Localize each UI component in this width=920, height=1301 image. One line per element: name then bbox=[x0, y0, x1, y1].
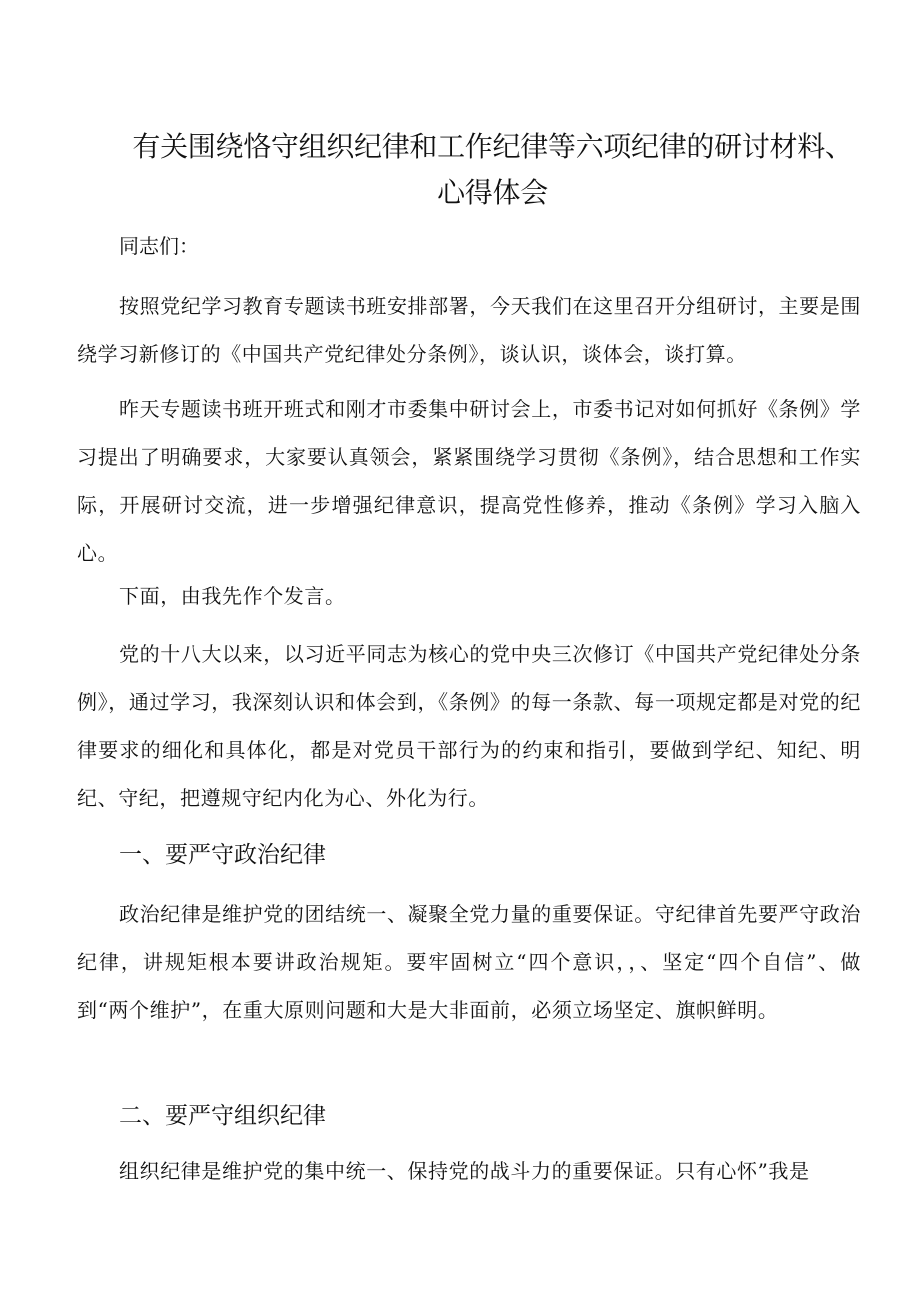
section-heading-organizational-discipline: 二、要严守组织纪律 bbox=[119, 1103, 326, 1129]
paragraph-requirements: 昨天专题读书班开班式和刚才市委集中研讨会上，市委书记对如何抓好《条例》学习提出了明确要求，大家要认真领会，紧紧围绕学习贯彻《条例》，结合思想和工作实际，开展研讨交流，进一步增强纪律意识，提高党性修养，推动《条例》学习入脑入心。 bbox=[77, 397, 861, 565]
section-body-organizational-discipline: 组织纪律是维护党的集中统一、保持党的战斗力的重要保证。只有心怀”我是 bbox=[119, 1159, 810, 1183]
paragraph-background: 党的十八大以来，以习近平同志为核心的党中央三次修订《中国共产党纪律处分条例》，通过学习，我深刻认识和体会到，《条例》的每一条款、每一项规定都是对党的纪律要求的细化和具体化，都是对党员干部行为的约束和指引，要做到学纪、知纪、明纪、守纪，把遵规守纪内化为心、外化为行。 bbox=[77, 642, 861, 810]
paragraph-intro: 按照党纪学习教育专题读书班安排部署，今天我们在这里召开分组研讨，主要是围绕学习新修订的《中国共产党纪律处分条例》，谈认识，谈体会，谈打算。 bbox=[77, 294, 861, 366]
document-title: 有关围绕恪守组织纪律和工作纪律等六项纪律的研讨材料、心得体会 bbox=[132, 130, 853, 209]
salutation: 同志们： bbox=[119, 234, 199, 258]
section-body-political-discipline: 政治纪律是维护党的团结统一、凝聚全党力量的重要保证。守纪律首先要严守政治纪律，讲规矩根本要讲政治规矩。要牢固树立“四个意识，，、坚定“四个自信”、做到“两个维护”，在重大原则问题和大是大非面前，必须立场坚定、旗帜鲜明。 bbox=[77, 902, 861, 1022]
paragraph-transition: 下面，由我先作个发言。 bbox=[119, 584, 346, 608]
section-heading-political-discipline: 一、要严守政治纪律 bbox=[119, 842, 326, 868]
